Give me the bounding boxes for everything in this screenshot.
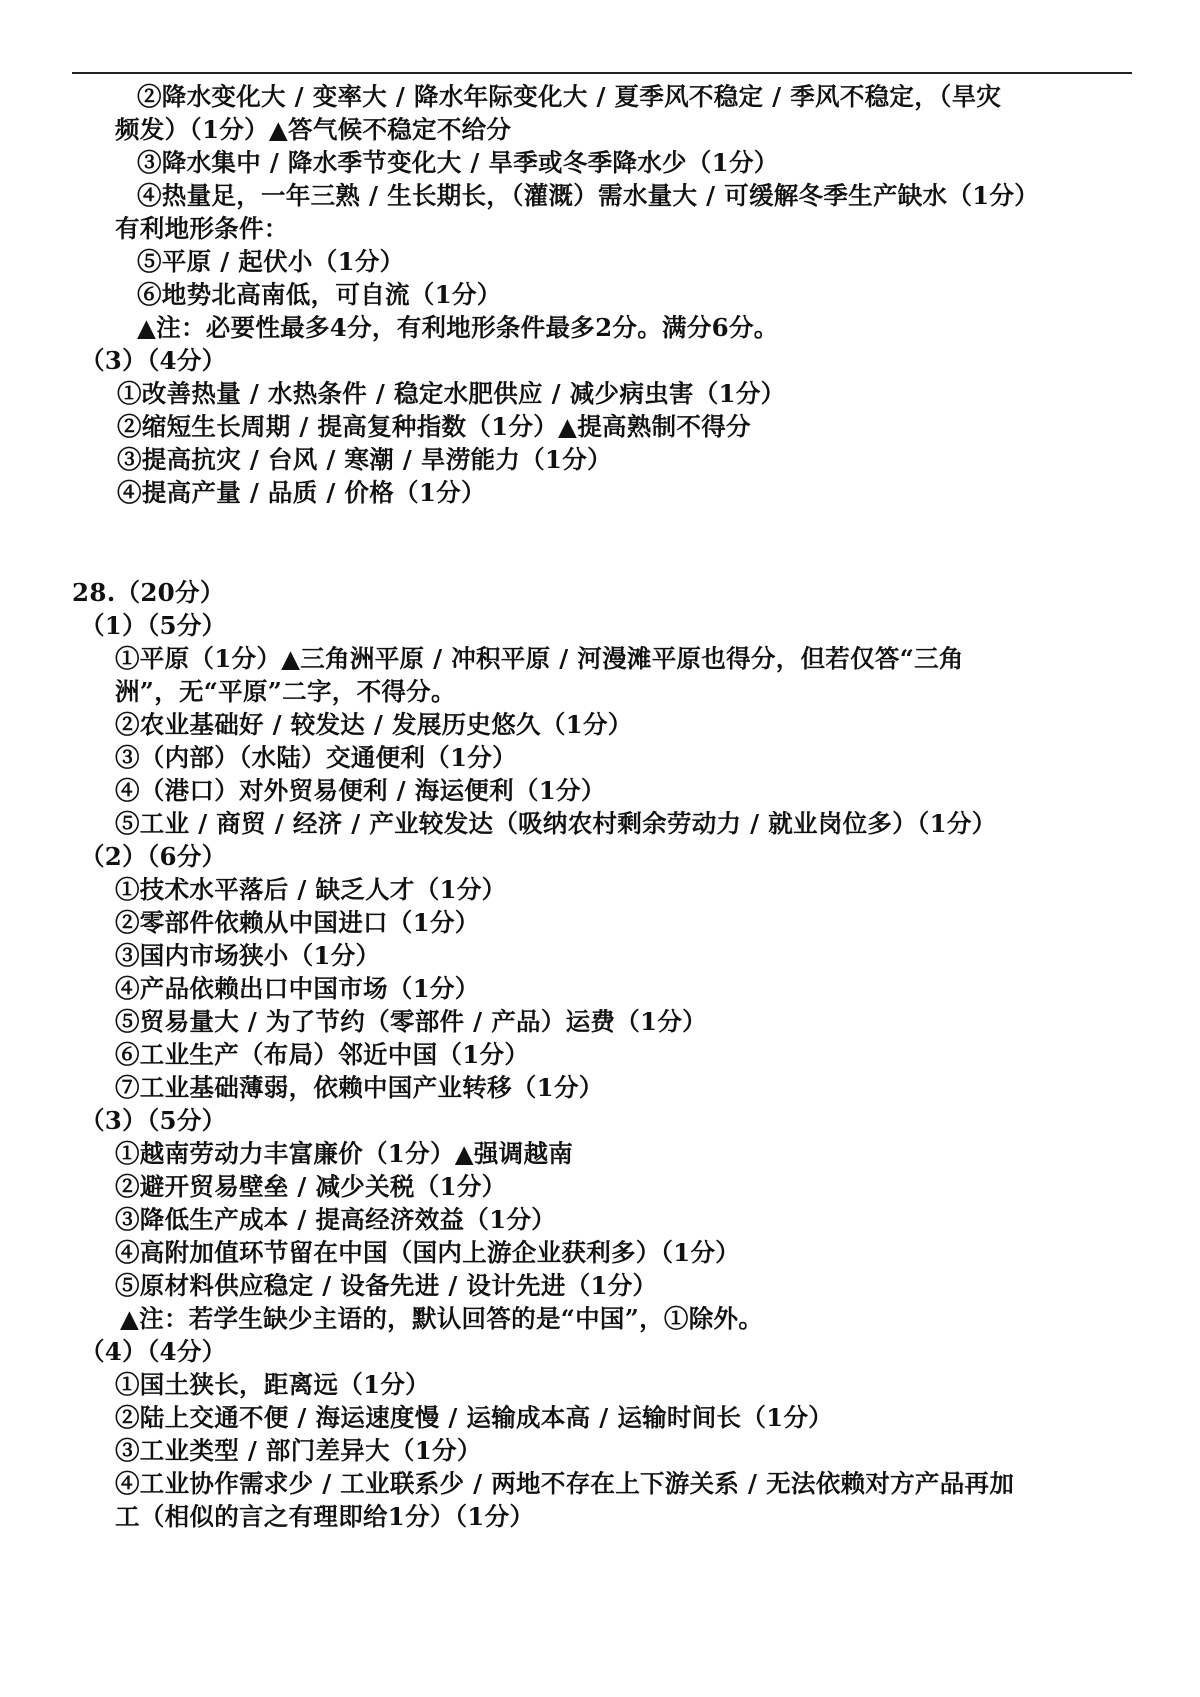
text-line: ①技术水平落后 / 缺乏人才（1分）	[115, 875, 507, 904]
text-line: ④高附加值环节留在中国（国内上游企业获利多）（1分）	[115, 1238, 741, 1267]
text-line: ②降水变化大 / 变率大 / 降水年际变化大 / 夏季风不稳定 / 季风不稳定，（旱灾	[137, 82, 1002, 111]
text-line: ③国内市场狭小（1分）	[115, 941, 381, 970]
text-line: ⑤贸易量大 / 为了节约（零部件 / 产品）运费（1分）	[115, 1007, 707, 1036]
text-line: ①平原（1分）▲三角洲平原 / 冲积平原 / 河漫滩平原也得分，但若仅答“三角	[115, 644, 964, 673]
section-heading: （1）（5分）	[80, 611, 227, 640]
text-line: ⑤工业 / 商贸 / 经济 / 产业较发达（吸纳农村剩余劳动力 / 就业岗位多）（1分）	[115, 809, 997, 838]
text-line: ②农业基础好 / 较发达 / 发展历史悠久（1分）	[115, 710, 633, 739]
text-line: 工（相似的言之有理即给1分）（1分）	[115, 1502, 535, 1531]
text-line: ①越南劳动力丰富廉价（1分）▲强调越南	[115, 1139, 574, 1168]
text-line: ⑤平原 / 起伏小（1分）	[137, 247, 405, 276]
text-line: ③工业类型 / 部门差异大（1分）	[115, 1436, 482, 1465]
header-rule	[72, 72, 1132, 74]
text-line: ④提高产量 / 品质 / 价格（1分）	[117, 478, 486, 507]
text-line: ①改善热量 / 水热条件 / 稳定水肥供应 / 减少病虫害（1分）	[117, 379, 786, 408]
text-line: ③提高抗灾 / 台风 / 寒潮 / 旱涝能力（1分）	[117, 445, 612, 474]
note-line: ▲注：若学生缺少主语的，默认回答的是“中国”，①除外。	[120, 1304, 764, 1333]
text-line: ④（港口）对外贸易便利 / 海运便利（1分）	[115, 776, 606, 805]
text-line: ①国土狭长，距离远（1分）	[115, 1370, 430, 1399]
section-heading: （2）（6分）	[80, 842, 227, 871]
text-line: 频发）（1分）▲答气候不稳定不给分	[115, 115, 512, 144]
text-line: ②零部件依赖从中国进口（1分）	[115, 908, 480, 937]
question-heading: 28.（20分）	[72, 578, 225, 607]
text-line: ②缩短生长周期 / 提高复种指数（1分）▲提高熟制不得分	[117, 412, 751, 441]
text-line: ②陆上交通不便 / 海运速度慢 / 运输成本高 / 运输时间长（1分）	[115, 1403, 834, 1432]
text-line: ④工业协作需求少 / 工业联系少 / 两地不存在上下游关系 / 无法依赖对方产品再加	[115, 1469, 1015, 1498]
section-heading: （4）（4分）	[80, 1337, 227, 1366]
text-line: ⑥地势北高南低，可自流（1分）	[137, 280, 502, 309]
section-heading: （3）（5分）	[80, 1106, 227, 1135]
text-line: ⑦工业基础薄弱，依赖中国产业转移（1分）	[115, 1073, 604, 1102]
text-line: ③（内部）（水陆）交通便利（1分）	[115, 743, 517, 772]
text-line: ④热量足，一年三熟 / 生长期长，（灌溉）需水量大 / 可缓解冬季生产缺水（1分）	[137, 181, 1040, 210]
note-line: ▲注：必要性最多4分，有利地形条件最多2分。满分6分。	[137, 313, 779, 342]
text-line: ③降低生产成本 / 提高经济效益（1分）	[115, 1205, 557, 1234]
section-heading: （3）（4分）	[80, 346, 227, 375]
text-line: ③降水集中 / 降水季节变化大 / 旱季或冬季降水少（1分）	[137, 148, 779, 177]
text-line: 有利地形条件：	[115, 214, 289, 243]
text-line: ④产品依赖出口中国市场（1分）	[115, 974, 480, 1003]
text-line: ②避开贸易壁垒 / 减少关税（1分）	[115, 1172, 507, 1201]
text-line: 洲”，无“平原”二字，不得分。	[115, 677, 456, 706]
text-line: ⑤原材料供应稳定 / 设备先进 / 设计先进（1分）	[115, 1271, 658, 1300]
text-line: ⑥工业生产（布局）邻近中国（1分）	[115, 1040, 530, 1069]
